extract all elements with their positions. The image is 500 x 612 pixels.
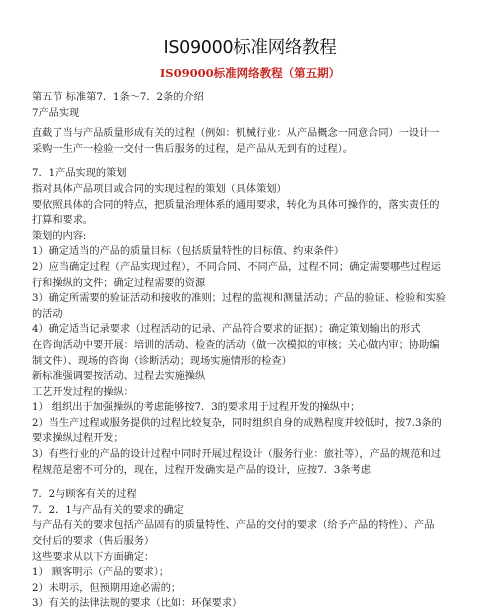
paragraph-line: 制文件）、现场的咨询（诊断活动；现场实施情形的检查） [32,355,292,367]
paragraph-line: 这些要求从以下方面确定： [32,551,155,563]
list-item: 3）有关的法律法规的要求（比如：环保要求） [32,598,243,610]
subsection-heading: 7．2与顾客有关的过程 [32,489,137,501]
paragraph-line: 行和操纵的文件；确定过程需要的资源 [32,277,206,289]
paragraph-line: 程规范是密不可分的，现在，过程开发确实是产品的设计，应按7．3条考虑 [32,464,371,476]
section-heading: 第五节 标准第7．1条〜7．2条的介绍 [32,92,204,103]
list-item: 2）未明示，但预期用途必需的； [32,582,182,594]
list-item: 1） 组织出于加强操纵的考虑能够按7．3的要求用于过程开发的操纵中； [32,402,361,414]
spacer [32,157,480,166]
list-item: 2）当生产过程或服务提供的过程比较复杂，同时组织自身的成熟程度并较低时，按7.3条的 [32,417,442,429]
list-item: 1） 顾客明示（产品的要求）； [32,567,170,579]
document-subtitle: IS09000标准网络教程（第五期） [159,66,341,80]
paragraph-line: 新标准强调要按活动、过程去实施操纵 [32,371,206,383]
paragraph-line: 7产品实现 [32,107,80,119]
list-item: 1）确定适当的产品的质量目标（包括质量特性的目标值、约束条件） [32,246,345,258]
spacer [32,478,480,487]
paragraph-line: 策划的内容: [32,230,87,242]
paragraph-line: 的活动 [32,308,63,320]
document-title: IS09000标准网络教程 [163,38,337,58]
list-item: 4）确定适当记录要求（过程活动的记录、产品符合要求的证据）；确定策划输出的形式 [32,324,421,336]
list-item: 3）确定所需要的验证活动和接收的准则；过程的监视和测量活动；产品的验证、检验和实验 [32,293,446,305]
paragraph-line: 工艺开发过程的操纵： [32,386,134,398]
paragraph-line: 打算和要求。 [32,215,94,227]
paragraph-line: 直截了当与产品质量形成有关的过程（例如：机械行业：从产品概念一同意合同）一设计一 [32,128,440,140]
subsection-heading: 7．2．1与产品有关的要求的确定 [32,504,184,516]
paragraph-line: 要依照具体的合同的特点，把质量治理体系的通用要求，转化为具体可操作的，落实责任的 [32,199,440,211]
document-body [32,90,480,612]
list-item: 2）应当确定过程（产品实现过程），不同合同、不同产品，过程不同；确定需要哪些过程运 [32,261,441,273]
paragraph-line: 在咨询活动中要开展：培训的活动、检查的活动（做一次模拟的审核；关心做内审；协助编 [32,339,440,351]
subsection-heading: 7．1产品实现的策划 [32,168,127,180]
paragraph-line: 指对具体产品项目或合同的实现过程的策划（具体策划） [32,183,287,195]
paragraph-line: 要求操纵过程开发； [32,433,124,445]
paragraph-line: 交付后的要求（售后服务） [32,536,155,548]
paragraph-line: 与产品有关的要求包括产品固有的质量特性、产品的交付的要求（给予产品的特性）、产品 [32,520,435,532]
list-item: 3）有些行业的产品的设计过程中同时开展过程设计（服务行业：旅社等），产品的规范和过 [32,449,441,461]
paragraph-line: 采购一生产一检验一交付一售后服务的过程，是产品从无到有的过程）。 [32,143,353,155]
